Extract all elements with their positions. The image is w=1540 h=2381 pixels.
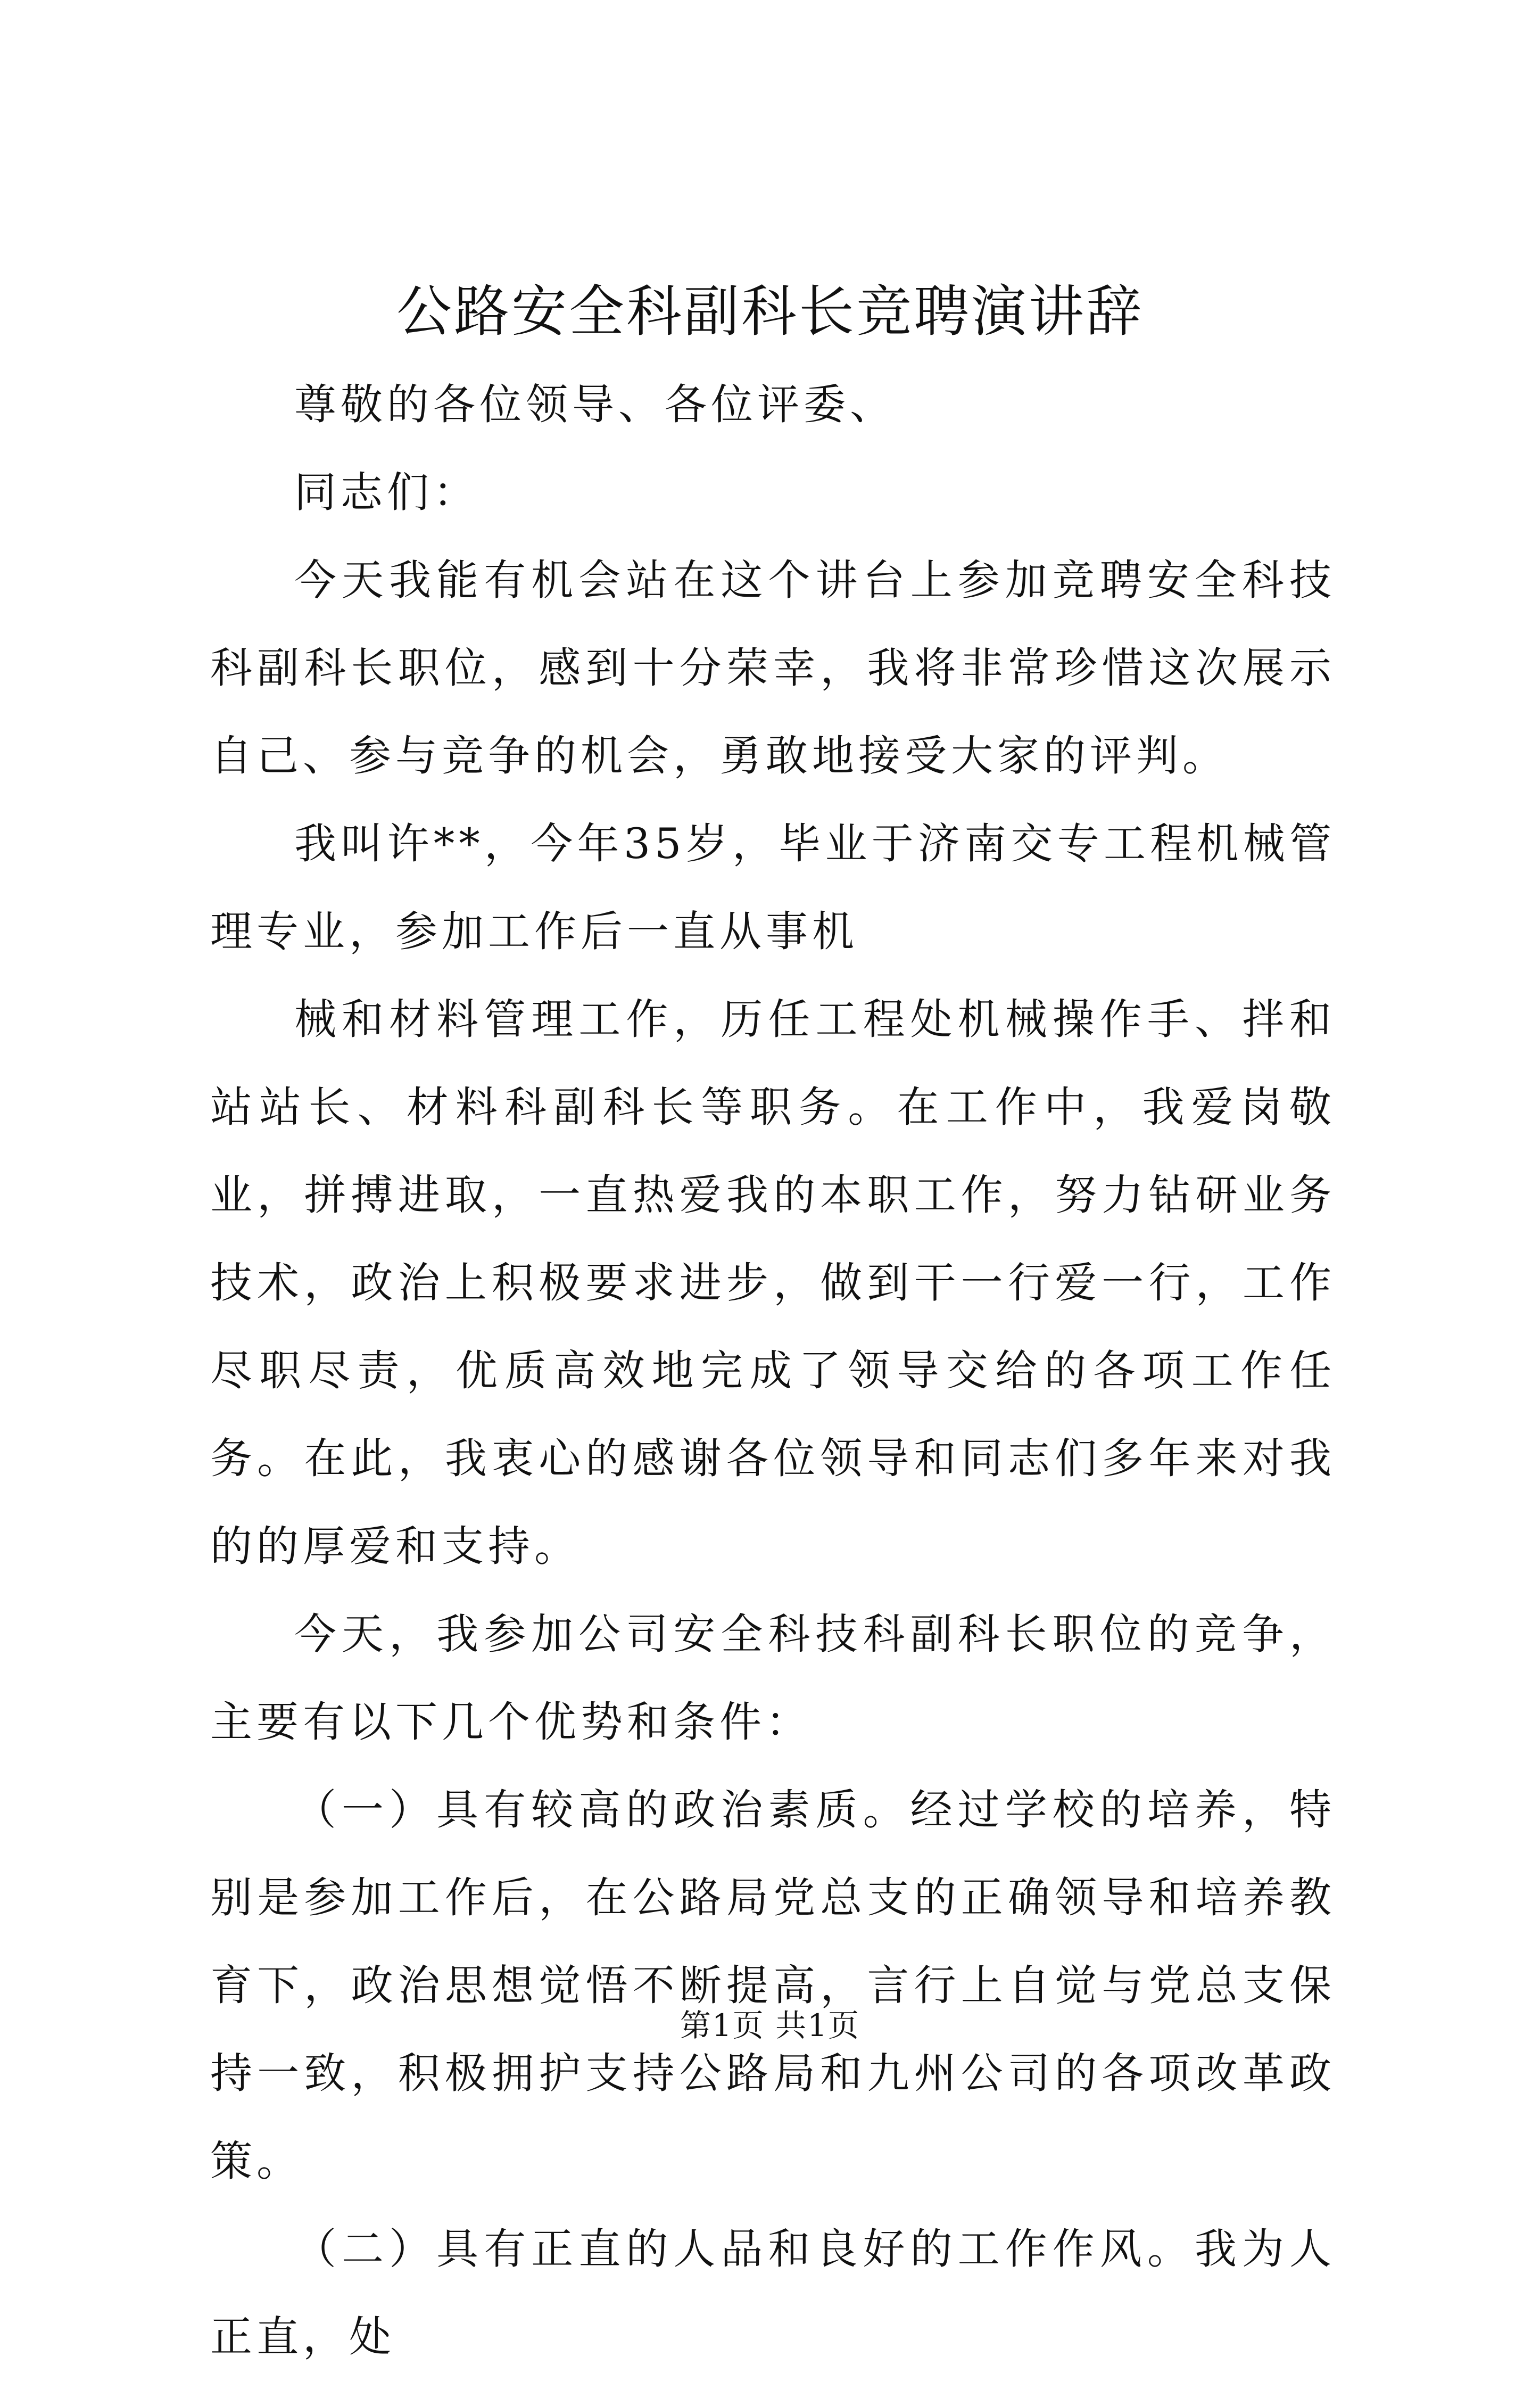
paragraph-advantage-2: （二）具有正直的人品和良好的工作作风。我为人正直，处: [210, 2225, 1336, 2361]
paragraph-experience: 械和材料管理工作，历任工程处机械操作手、拌和站站长、材料科副科长等职务。在工作中，我爱岗敬业，拼搏进取，一直热爱我的本职工作，努力钻研业务技术，政治上积极要求进步，做到干一行爱一行，工作尽职尽责，优质高效地完成了领导交给的各项工作任务。在此，我衷心的感谢各位领导和同志们多年来对我的的厚爱和支持。: [210, 995, 1336, 1571]
salutation-line-1: 尊敬的各位领导、各位评委、: [294, 380, 896, 429]
paragraph-advantages-intro: 今天，我参加公司安全科技科副科长职位的竞争，主要有以下几个优势和条件：: [210, 1610, 1336, 1746]
salutation-line-2: 同志们：: [294, 468, 479, 517]
page-footer: 第1页 共1页: [680, 2007, 860, 2044]
document-title: 公路安全科副科长竞聘演讲辞: [396, 279, 1144, 344]
paragraph-introduction: 我叫许**，今年35岁，毕业于济南交专工程机械管理专业，参加工作后一直从事机: [210, 819, 1336, 956]
paragraph-opening: 今天我能有机会站在这个讲台上参加竞聘安全科技科副科长职位，感到十分荣幸，我将非常珍惜这次展示自己、参与竞争的机会，勇敢地接受大家的评判。: [210, 556, 1336, 780]
paragraph-advantage-1: （一）具有较高的政治素质。经过学校的培养，特别是参加工作后，在公路局党总支的正确领导和培养教育下，政治思想觉悟不断提高，言行上自觉与党总支保持一致，积极拥护支持公路局和九州公司的各项改革政策。: [210, 1785, 1336, 2186]
document-body: [210, 361, 1336, 2381]
